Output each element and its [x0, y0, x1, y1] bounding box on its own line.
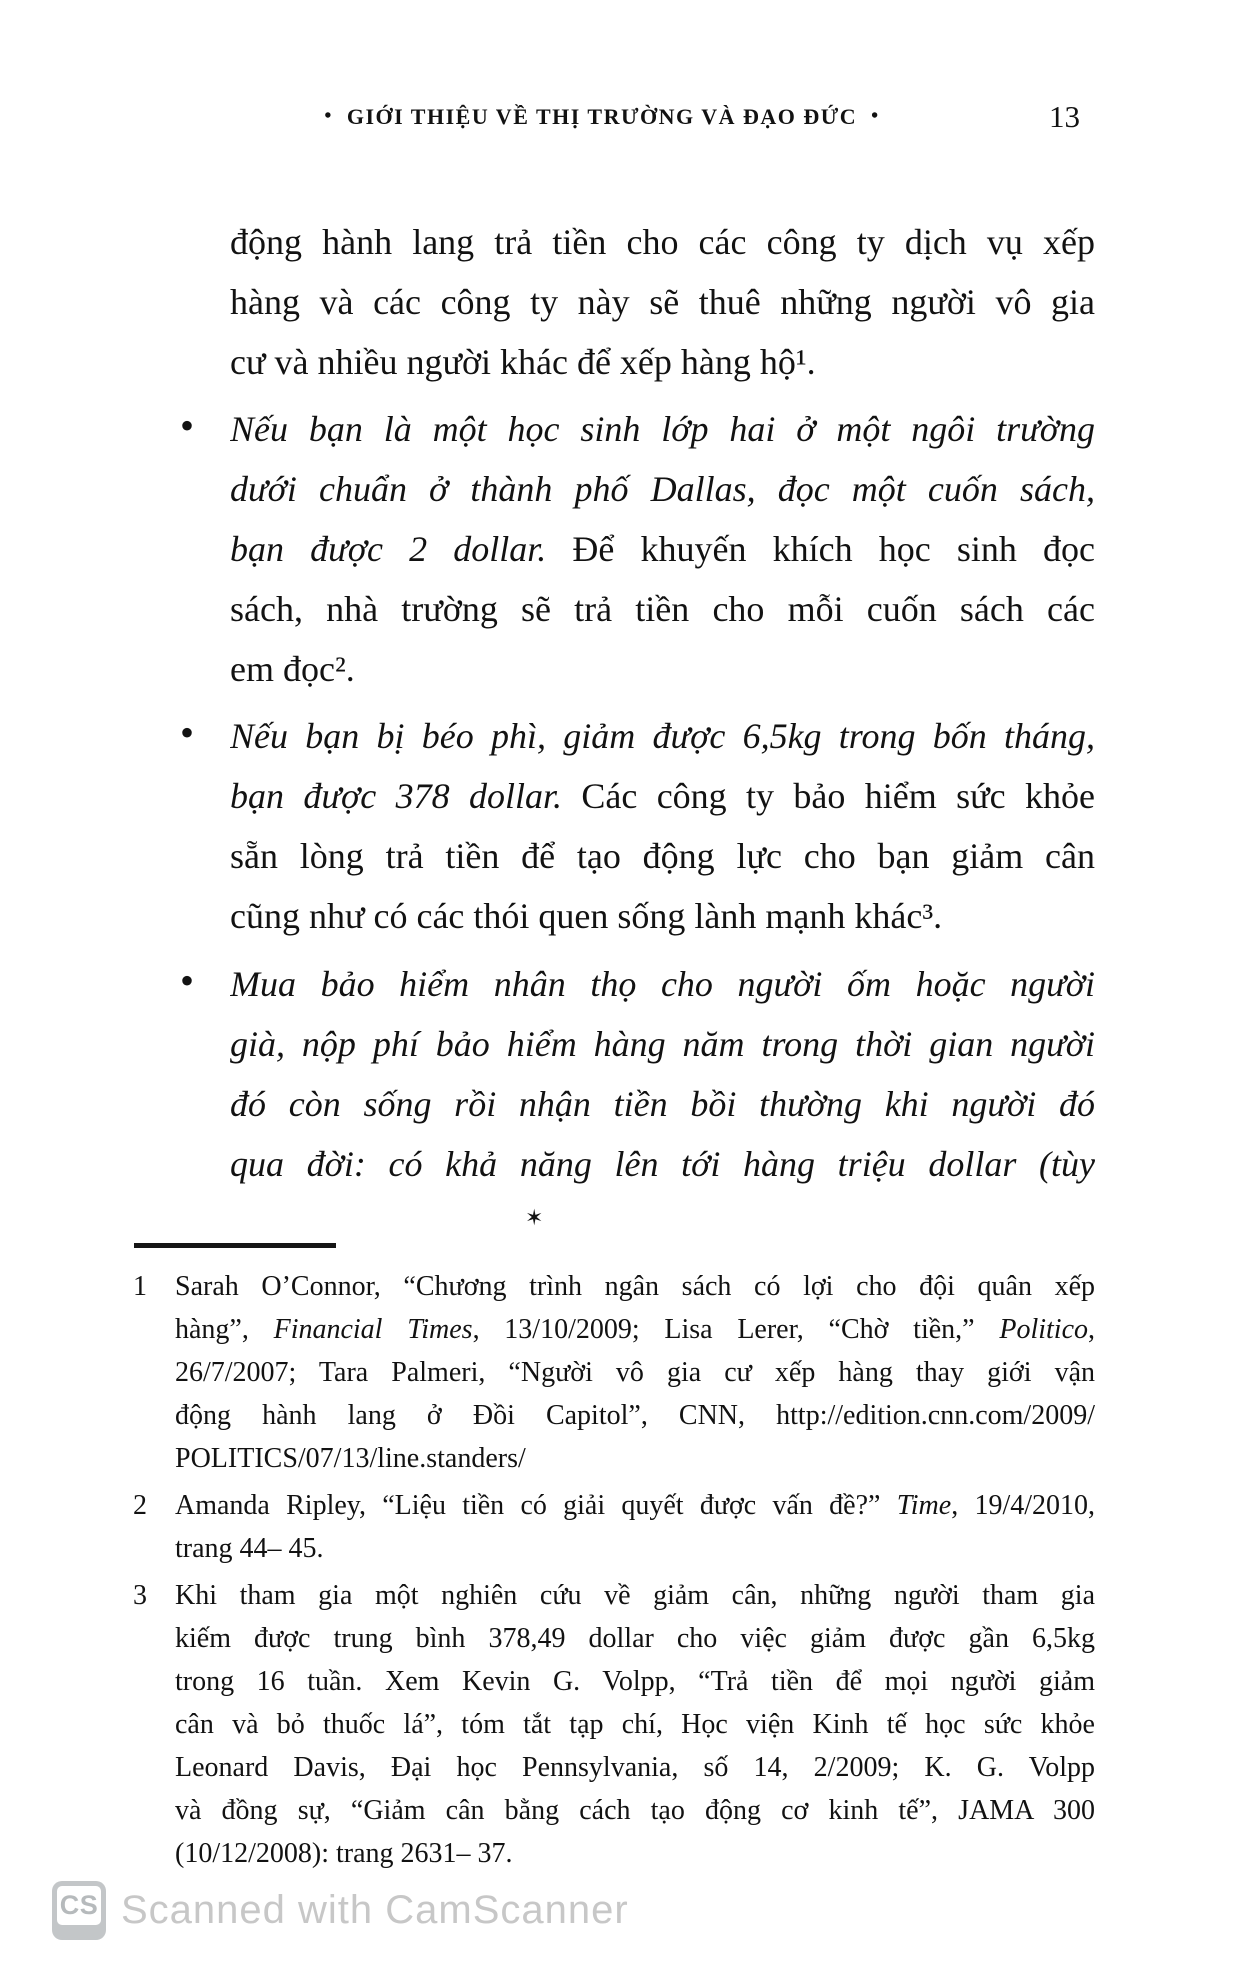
text-run: Leonard Davis, Đại học Pennsylvania, số 14, 2/2009; K. G. Volpp — [175, 1752, 1095, 1783]
text-line — [230, 272, 1095, 332]
camscanner-logo-icon — [52, 1881, 106, 1940]
camscanner-logo-text: CS — [59, 1890, 99, 1920]
footnotes — [133, 1265, 1095, 1875]
footnote — [133, 1265, 1095, 1480]
text-line — [175, 1527, 1095, 1570]
text-run: già, nộp phí bảo hiểm hàng năm trong thời gian người — [230, 1024, 1095, 1064]
text-run: và đồng sự, “Giảm cân bằng cách tạo động cơ kinh tế”, JAMA 300 — [175, 1795, 1095, 1826]
continuation-paragraph — [230, 212, 1095, 392]
footnote — [133, 1574, 1095, 1875]
text-line — [175, 1574, 1095, 1617]
text-run: hàng và các công ty này sẽ thuê những người vô gia — [230, 282, 1095, 322]
text-line — [175, 1484, 1095, 1527]
text-run: Để khuyến khích học sinh đọc — [546, 529, 1095, 569]
running-title-text: GIỚI THIỆU VỀ THỊ TRƯỜNG VÀ ĐẠO ĐỨC — [346, 104, 858, 129]
text-line — [230, 399, 1095, 459]
text-line — [175, 1617, 1095, 1660]
text-run: trang 44– 45. — [175, 1533, 324, 1564]
text-run: sách, nhà trường sẽ trả tiền cho mỗi cuốn sách các — [230, 589, 1095, 629]
text-line — [230, 1074, 1095, 1134]
text-line — [175, 1832, 1095, 1875]
watermark-text: Scanned with CamScanner — [121, 1888, 629, 1932]
text-line — [230, 459, 1095, 519]
running-header — [0, 100, 1248, 134]
text-run: POLITICS/07/13/line.standers/ — [175, 1443, 526, 1474]
bullet-icon: • — [180, 958, 195, 1003]
text-run: Financial Times — [273, 1314, 473, 1345]
bullet-item — [180, 399, 1095, 699]
text-line — [175, 1308, 1095, 1351]
text-line — [230, 1014, 1095, 1074]
bullet-item — [180, 706, 1095, 946]
text-line — [230, 954, 1095, 1014]
text-run: qua đời: có khả năng lên tới hàng triệu dollar (tùy — [230, 1144, 1095, 1184]
text-line — [175, 1351, 1095, 1394]
text-line — [175, 1703, 1095, 1746]
text-run: Sarah O’Connor, “Chương trình ngân sách có lợi cho đội quân xếp — [175, 1271, 1095, 1302]
text-run: bạn được 378 dollar. — [230, 776, 562, 816]
text-run: Các công ty bảo hiểm sức khỏe — [561, 776, 1095, 816]
text-run: kiếm được trung bình 378,49 dollar cho việc giảm được gần 6,5kg — [175, 1623, 1095, 1654]
text-run: cân và bỏ thuốc lá”, tóm tắt tạp chí, Học viện Kinh tế học sức khỏe — [175, 1709, 1095, 1740]
text-run: Nếu bạn bị béo phì, giảm được 6,5kg trong bốn tháng, — [230, 716, 1095, 756]
text-line — [175, 1265, 1095, 1308]
text-line — [230, 639, 1095, 699]
text-line — [175, 1746, 1095, 1789]
text-line — [175, 1437, 1095, 1480]
bullet-icon: • — [180, 403, 195, 448]
text-line — [230, 706, 1095, 766]
text-line — [175, 1394, 1095, 1437]
footnote-text — [175, 1574, 1095, 1875]
text-line — [230, 826, 1095, 886]
text-run: dưới chuẩn ở thành phố Dallas, đọc một cuốn sách, — [230, 469, 1095, 509]
text-run: Politico — [999, 1314, 1088, 1345]
text-run: (10/12/2008): trang 2631– 37. — [175, 1838, 513, 1869]
text-line — [230, 212, 1095, 272]
text-run: sẵn lòng trả tiền để tạo động lực cho bạn giảm cân — [230, 836, 1095, 876]
text-run: Nếu bạn là một học sinh lớp hai ở một ngôi trường — [230, 409, 1095, 449]
footnote-divider — [134, 1243, 336, 1248]
text-line — [175, 1660, 1095, 1703]
text-line — [230, 766, 1095, 826]
text-run: bạn được 2 dollar. — [230, 529, 547, 569]
text-line — [230, 886, 1095, 946]
text-run: , — [1088, 1314, 1095, 1345]
text-run: Khi tham gia một nghiên cứu về giảm cân, những người tham gia — [175, 1580, 1095, 1611]
text-run: cư và nhiều người khác để xếp hàng hộ¹. — [230, 342, 816, 382]
body-text — [133, 0, 1095, 1875]
text-run: động hành lang ở Đồi Capitol”, CNN, http://edition.cnn.com/2009/ — [175, 1400, 1095, 1431]
text-line — [175, 1789, 1095, 1832]
text-line — [230, 579, 1095, 639]
running-title — [0, 100, 1226, 135]
text-run: 26/7/2007; Tara Palmeri, “Người vô gia cư xếp hàng thay giới vận — [175, 1357, 1095, 1388]
text-run: Mua bảo hiểm nhân thọ cho người ốm hoặc người — [230, 964, 1095, 1004]
footnote — [133, 1484, 1095, 1570]
footnote-number: 3 — [133, 1580, 147, 1611]
footnote-number: 1 — [133, 1271, 147, 1302]
text-line — [230, 1134, 1095, 1194]
header-dot-icon: • — [324, 105, 333, 127]
camscanner-watermark — [52, 1881, 629, 1940]
page-number: 13 — [1049, 99, 1080, 134]
bullet-icon: • — [180, 710, 195, 755]
text-run: trong 16 tuần. Xem Kevin G. Volpp, “Trả tiền để mọi người giảm — [175, 1666, 1095, 1697]
text-line — [230, 332, 1095, 392]
section-ornament-icon: ✶ — [525, 1205, 544, 1230]
footnote-text — [175, 1484, 1095, 1570]
text-run: Time — [896, 1490, 952, 1521]
text-run: , 13/10/2009; Lisa Lerer, “Chờ tiền,” — [472, 1314, 1000, 1345]
text-line — [230, 519, 1095, 579]
bullet-item — [180, 954, 1095, 1194]
text-run: hàng”, — [175, 1314, 274, 1345]
text-run: động hành lang trả tiền cho các công ty dịch vụ xếp — [230, 222, 1095, 262]
text-run: em đọc². — [230, 649, 355, 689]
text-run: đó còn sống rồi nhận tiền bồi thường khi người đó — [230, 1084, 1095, 1124]
camscanner-logo-inner — [57, 1886, 101, 1925]
text-run: , 19/4/2010, — [951, 1490, 1095, 1521]
footnote-number: 2 — [133, 1490, 147, 1521]
footnote-text — [175, 1265, 1095, 1480]
header-dot-icon: • — [871, 105, 880, 127]
text-run: cũng như có các thói quen sống lành mạnh khác³. — [230, 896, 943, 936]
text-run: Amanda Ripley, “Liệu tiền có giải quyết được vấn đề?” — [175, 1490, 897, 1521]
